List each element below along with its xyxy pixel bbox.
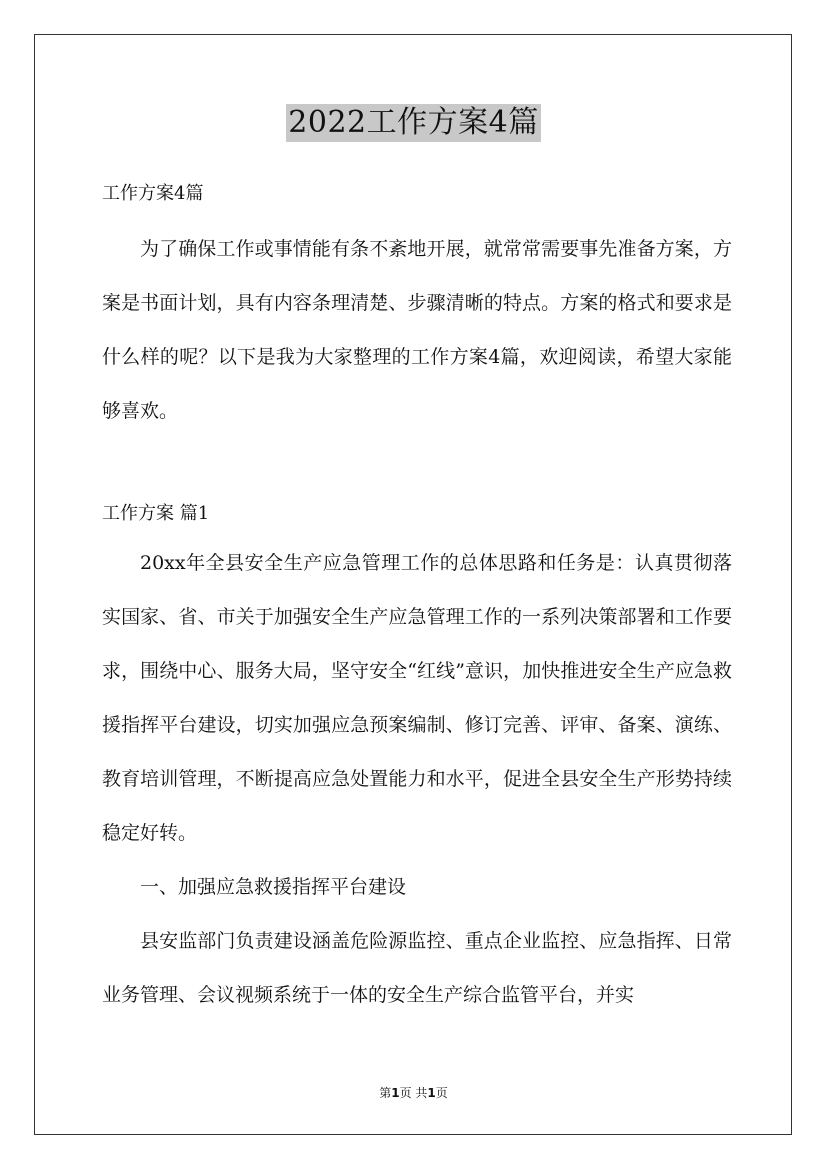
sub-paragraph-1: 县安监部门负责建设涵盖危险源监控、重点企业监控、应急指挥、日常业务管理、会议视频系统于一体的安全生产综合监管平台，并实 bbox=[102, 930, 732, 1006]
document-body bbox=[102, 176, 732, 1022]
page-footer bbox=[0, 1084, 827, 1101]
footer-page-prefix: 第 bbox=[379, 1086, 392, 1100]
footer-page-suffix: 页 共 bbox=[399, 1086, 428, 1100]
footer-total-pages: 1 bbox=[427, 1086, 436, 1100]
title-container bbox=[0, 104, 827, 142]
document-title: 2022工作方案4篇 bbox=[288, 105, 539, 140]
footer-page-number: 1 bbox=[391, 1086, 400, 1100]
subheading-1: 一、加强应急救援指挥平台建设 bbox=[140, 876, 407, 898]
intro-heading: 工作方案4篇 bbox=[102, 183, 204, 204]
section1-paragraph: 20xx年全县安全生产应急管理工作的总体思路和任务是：认真贯彻落实国家、省、市关于加强安全生产应急管理工作的一系列决策部署和工作要求，围绕中心、服务大局，坚守安全“红线”意识，加快推进安全生产应急救援指挥平台建设，切实加强应急预案编制、修订完善、评审、备案、演练、教育培训管理，不断提高应急处置能力和水平，促进全县安全生产形势持续稳定好转。 bbox=[102, 552, 732, 844]
section1-heading: 工作方案 篇1 bbox=[102, 503, 210, 524]
intro-paragraph: 为了确保工作或事情能有条不紊地开展，就常常需要事先准备方案，方案是书面计划，具有内容条理清楚、步骤清晰的特点。方案的格式和要求是什么样的呢？以下是我为大家整理的工作方案4篇，欢迎阅读，希望大家能够喜欢。 bbox=[102, 238, 732, 422]
footer-total-suffix: 页 bbox=[435, 1086, 448, 1100]
